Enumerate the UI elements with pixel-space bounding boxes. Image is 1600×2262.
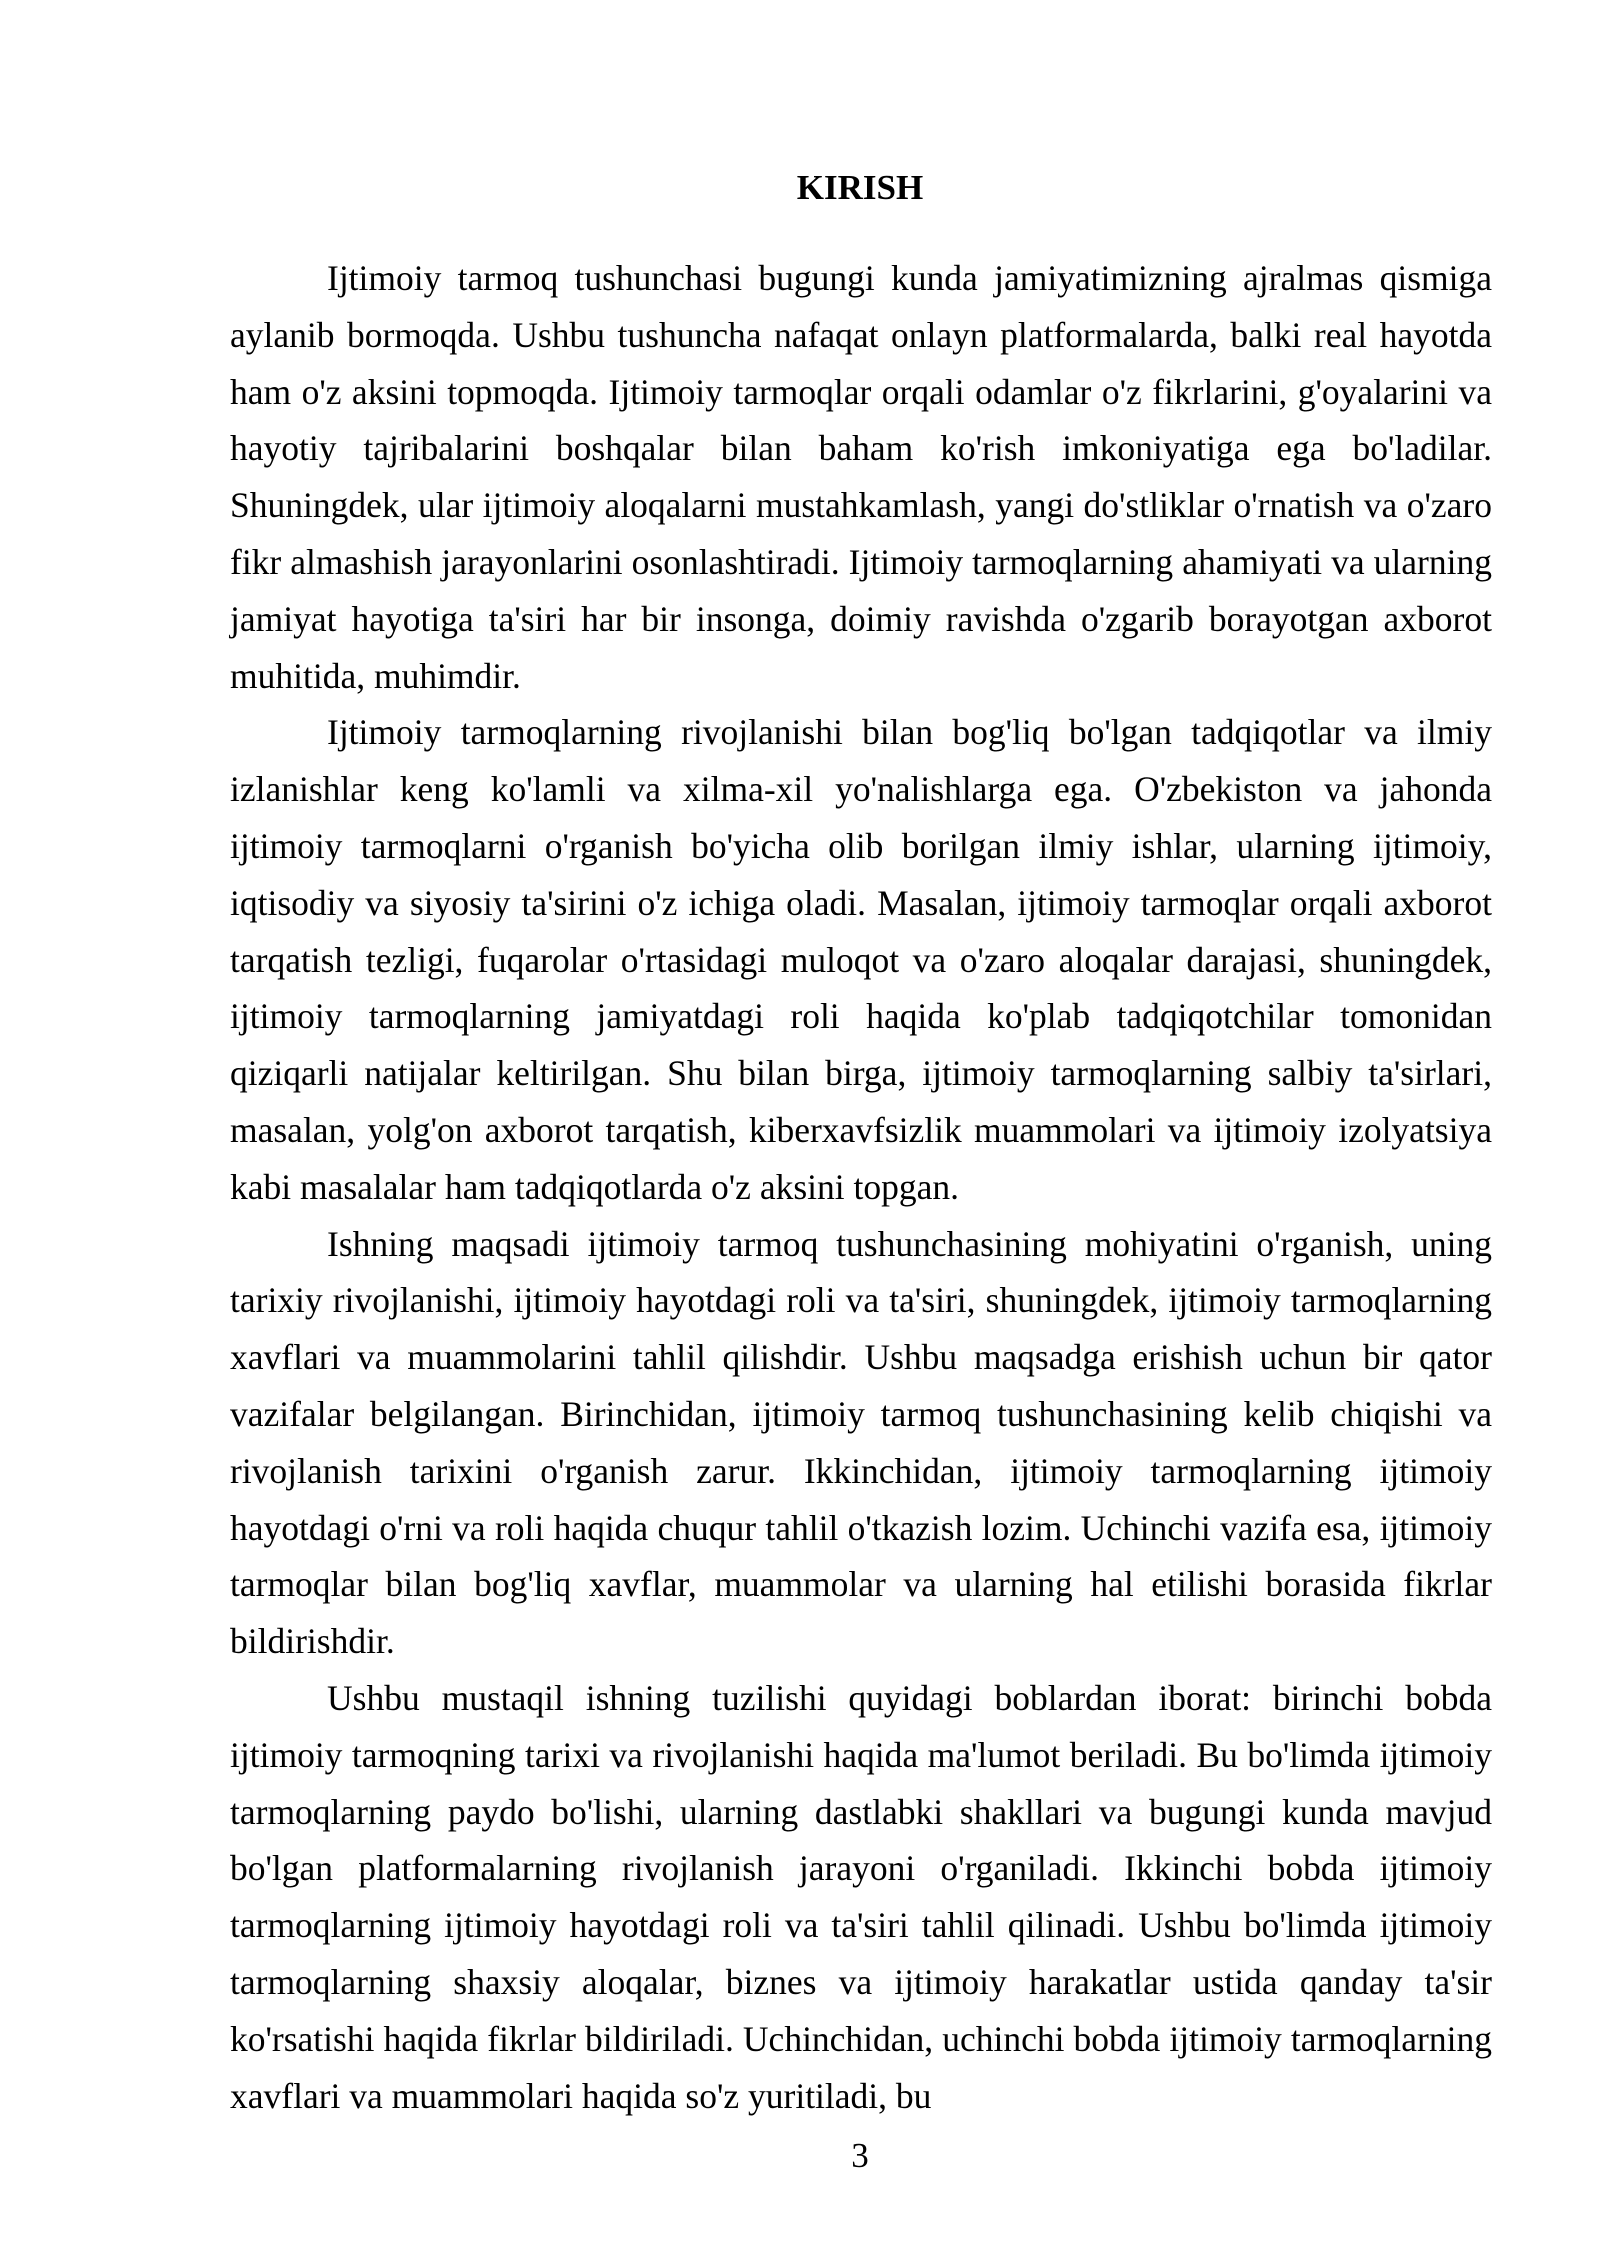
paragraph-goals-tasks: Ishning maqsadi ijtimoiy tarmoq tushunchasining mohiyatini o'rganish, uning tarixiy rivojlanishi, ijtimoiy hayotdagi roli va ta'siri, shuningdek, ijtimoiy tarmoqlarning xavflari va muammolarini tahlil qilishdir. Ushbu maqsadga erishish uchun bir qator vazifalar belgilangan. Birinchidan, ijtimoiy tarmoq tushunchasining kelib chiqishi va rivojlanish tarixini o'rganish zarur. Ikkinchidan, ijtimoiy tarmoqlarning ijtimoiy hayotdagi o'rni va roli haqida chuqur tahlil o'tkazish lozim. Uchinchi vazifa esa, ijtimoiy tarmoqlar bilan bog'liq xavflar, muammolar va ularning hal etilishi borasida fikrlar bildirishdir.: [230, 1223, 1492, 1662]
page-title: KIRISH: [796, 168, 924, 207]
paragraph-introduction: Ijtimoiy tarmoq tushunchasi bugungi kunda jamiyatimizning ajralmas qismiga aylanib bormoqda. Ushbu tushuncha nafaqat onlayn platformalarda, balki real hayotda ham o'z aksini topmoqda. Ijtimoiy tarmoqlar orqali odamlar o'z fikrlarini, g'oyalarini va hayotiy tajribalarini boshqalar bilan baham ko'rish imkoniyatiga ega bo'ladilar. Shuningdek, ular ijtimoiy aloqalarni mustahkamlash, yangi do'stliklar o'rnatish va o'zaro fikr almashish jarayonlarini osonlashtiradi. Ijtimoiy tarmoqlarning ahamiyati va ularning jamiyat hayotiga ta'siri har bir insonga, doimiy ravishda o'zgarib borayotgan axborot muhitida, muhimdir.: [230, 258, 1492, 696]
paragraph-research-review: Ijtimoiy tarmoqlarning rivojlanishi bilan bog'liq bo'lgan tadqiqotlar va ilmiy izlanishlar keng ko'lamli va xilma-xil yo'nalishlarga ega. O'zbekiston va jahonda ijtimoiy tarmoqlarni o'rganish bo'yicha olib borilgan ilmiy ishlar, ularning ijtimoiy, iqtisodiy va siyosiy ta'sirini o'z ichiga oladi. Masalan, ijtimoiy tarmoqlar orqali axborot tarqatish tezligi, fuqarolar o'rtasidagi muloqot va o'zaro aloqalar darajasi, shuningdek, ijtimoiy tarmoqlarning jamiyatdagi roli haqida ko'plab tadqiqotchilar tomonidan qiziqarli natijalar keltirilgan. Shu bilan birga, ijtimoiy tarmoqlarning salbiy ta'sirlari, masalan, yolg'on axborot tarqatish, kiberxavfsizlik muammolari va ijtimoiy izolyatsiya kabi masalalar ham tadqiqotlarda o'z aksini topgan.: [230, 712, 1492, 1207]
paragraph-structure: Ushbu mustaqil ishning tuzilishi quyidagi boblardan iborat: birinchi bobda ijtimoiy tarmoqning tarixi va rivojlanishi haqida ma'lumot beriladi. Bu bo'limda ijtimoiy tarmoqlarning paydo bo'lishi, ularning dastlabki shakllari va bugungi kunda mavjud bo'lgan platformalarning rivojlanish jarayoni o'rganiladi. Ikkinchi bobda ijtimoiy tarmoqlarning ijtimoiy hayotdagi roli va ta'siri tahlil qilinadi. Ushbu bo'limda ijtimoiy tarmoqlarning shaxsiy aloqalar, biznes va ijtimoiy harakatlar ustida qanday ta'sir ko'rsatishi haqida fikrlar bildiriladi. Uchinchidan, uchinchi bobda ijtimoiy tarmoqlarning xavflari va muammolari haqida so'z yuritiladi, bu: [230, 1677, 1492, 2116]
page-number: 3: [851, 2136, 869, 2175]
document-body: [230, 250, 1492, 2124]
